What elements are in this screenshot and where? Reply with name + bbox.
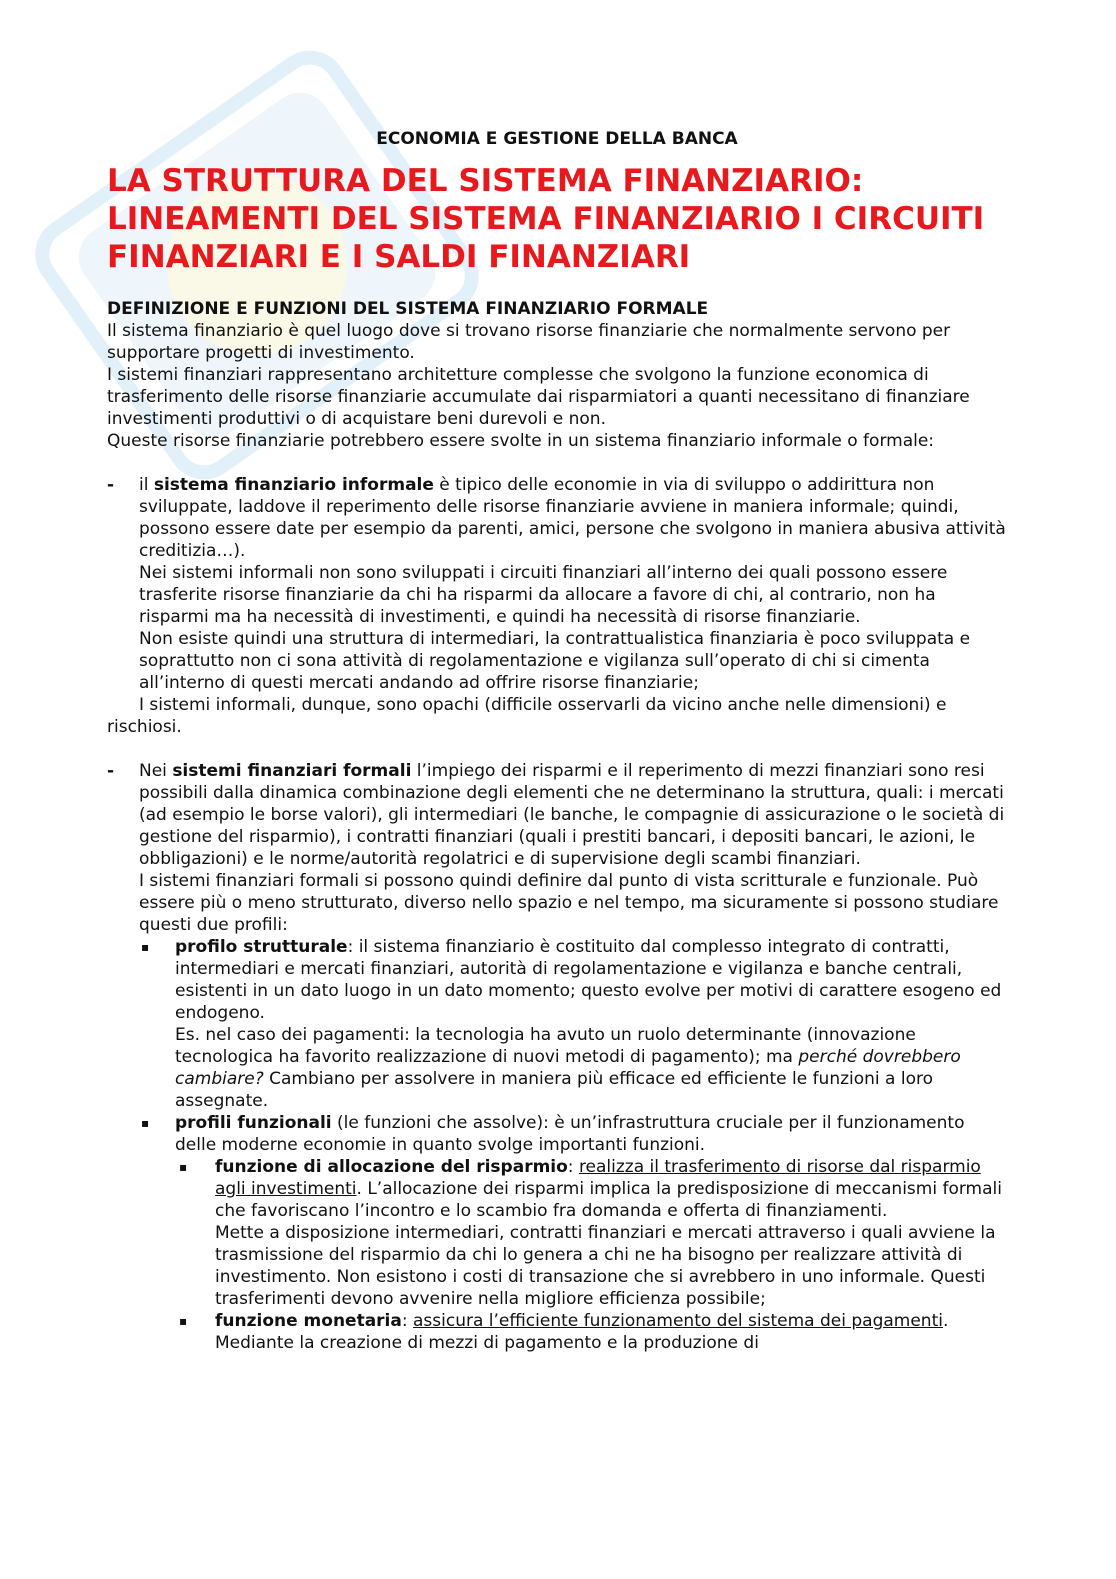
term-profili-funzionali: profili funzionali	[175, 1113, 332, 1133]
square-bullet-icon: ▪	[141, 940, 150, 954]
intro-paragraph-2: I sistemi finanziari rappresentano architetture complesse che svolgono la funzione economica di trasferimento delle risorse finanziarie accumulate dai risparmiatori a quanti necessitano di finanziare investimenti produttivi o di acquistare beni durevoli e non.	[107, 365, 970, 429]
list-item-profili-funzionali: ▪ profili funzionali (le funzioni che assolve): è un’infrastruttura cruciale per il funzionamento delle moderne economie in quanto svolge importanti funzioni.	[141, 1113, 965, 1155]
intro-paragraph-3: Queste risorse finanziarie potrebbero essere svolte in un sistema finanziario informale o formale:	[107, 431, 935, 451]
term-formale: sistemi finanziari formali	[172, 761, 412, 781]
term-funzione-monetaria: funzione monetaria	[215, 1311, 402, 1331]
formale-paragraph-2: I sistemi finanziari formali si possono quindi definire dal punto di vista scritturale e funzionale. Può essere più o meno strutturato, diverso nello spazio e nel tempo, ma sicuramente si possono studiare questi due profili:	[139, 871, 999, 935]
list-item-formale: - Nei sistemi finanziari formali l’impiego dei risparmi e il reperimento di mezzi finanziari sono resi possibili dalla dinamica combinazione degli elementi che ne determinano la struttura, quali: i mercati (ad esempio le borse valori), gli intermediari (le banche, le compagnie di assicurazione o le società di gestione del risparmio), i contratti finanziari (quali i prestiti bancari, i depositi bancari, le azioni, le obbligazioni) e le norme/autorità regolatrici e di supervisione degli scambi finanziari. I sistemi finanziari formali si possono quindi definire dal punto di vista scritturale e funzionale. Può essere più o meno strutturato, diverso nello spazio e nel tempo, ma sicuramente si possono studiare questi due profili:	[107, 760, 1007, 936]
square-bullet-icon: ▪	[179, 1160, 188, 1174]
list-item-profilo-strutturale: ▪ profilo strutturale: il sistema finanziario è costituito dal complesso integrato di contratti, intermediari e mercati finanziari, autorità di regolamentazione e vigilanza e banche centrali, esistenti in un dato luogo in un dato momento; questo evolve per motivi di carattere esogeno ed endogeno. Es. nel caso dei pagamenti: la tecnologia ha avuto un ruolo determinante (innovazione tecnologica ha favorito realizzazione di nuovi metodi di pagamento); ma perché dovrebbero cambiare? Cambiano per assolvere in maniera più efficace ed efficiente le funzioni a loro assegnate.	[141, 937, 1002, 1111]
list-item-funzione-monetaria: ▪ funzione monetaria: assicura l’efficiente funzionamento del sistema dei pagamenti. Mediante la creazione di mezzi di pagamento e la produzione di	[179, 1311, 949, 1353]
document-header: ECONOMIA E GESTIONE DELLA BANCA	[376, 129, 738, 149]
informale-paragraph-3: Non esiste quindi una struttura di intermediari, la contrattualistica finanziaria è poco sviluppata e soprattutto non ci sona attività di regolamentazione e vigilanza sull’operato di chi si cimenta all’interno di questi mercati andando ad offrire risorse finanziarie;	[139, 629, 971, 693]
term-informale: sistema finanziario informale	[153, 475, 434, 495]
intro-paragraph-1: Il sistema finanziario è quel luogo dove si trovano risorse finanziarie che normalmente servono per supportare progetti di investimento.	[107, 321, 951, 363]
document-title: LA STRUTTURA DEL SISTEMA FINANZIARIO: LINEAMENTI DEL SISTEMA FINANZIARIO I CIRCUITI FINANZIARI E I SALDI FINANZIARI	[107, 163, 985, 275]
term-funzione-allocazione: funzione di allocazione del risparmio	[215, 1157, 568, 1177]
section-heading: DEFINIZIONE E FUNZIONI DEL SISTEMA FINANZIARIO FORMALE	[107, 299, 709, 319]
informale-paragraph-4: I sistemi informali, dunque, sono opachi (difficile osservarli da vicino anche nelle dimensioni) e rischiosi.	[107, 695, 947, 737]
dash-bullet: -	[107, 475, 115, 495]
funzione-allocazione-paragraph-2: Mette a disposizione intermediari, contratti finanziari e mercati attraverso i quali avviene la trasmissione del risparmio da chi lo genera a chi ne ha bisogno per realizzare attività di investimento. Non esistono i costi di transazione che si avrebbero in uno informale. Questi trasferimenti devono avvenire nella migliore efficienza possibile;	[215, 1223, 996, 1309]
square-bullet-icon: ▪	[141, 1116, 150, 1130]
square-bullet-icon: ▪	[179, 1314, 188, 1328]
informale-paragraph-2: Nei sistemi informali non sono sviluppati i circuiti finanziari all’interno dei quali possono essere trasferite risorse finanziarie da chi ha risparmi da allocare a favore di chi, al contrario, non ha risparmi ma ha necessità di investimenti, e quindi ha necessità di risorse finanziarie.	[139, 563, 948, 627]
dash-bullet: -	[107, 761, 115, 781]
list-item-funzione-allocazione: ▪ funzione di allocazione del risparmio: realizza il trasferimento di risorse dal risparmio agli investimenti. L’allocazione dei risparmi implica la predisposizione di meccanismi formali che favoriscano l’incontro e lo scambio fra domanda e offerta di finanziamenti. Mette a disposizione intermediari, contratti finanziari e mercati attraverso i quali avviene la trasmissione del risparmio da chi lo genera a chi ne ha bisogno per realizzare attività di investimento. Non esistono i costi di transazione che si avrebbero in uno informale. Questi trasferimenti devono avvenire nella migliore efficienza possibile;	[107, 1156, 1007, 1310]
term-profilo-strutturale: profilo strutturale	[175, 937, 348, 957]
document-page	[107, 128, 1007, 1354]
list-item-informale: - il sistema finanziario informale è tipico delle economie in via di sviluppo o addirittura non sviluppate, laddove il reperimento delle risorse finanziarie avviene in maniera informale; quindi, possono essere date per esempio da parenti, amici, persone che svolgono in maniera abusiva attività creditizia…). Nei sistemi informali non sono sviluppati i circuiti finanziari all’interno dei quali possono essere trasferite risorse finanziarie da chi ha risparmi da allocare a favore di chi, al contrario, non ha risparmi ma ha necessità di investimenti, e quindi ha necessità di risorse finanziarie. Non esiste quindi una struttura di intermediari, la contrattualistica finanziaria è poco sviluppata e soprattutto non ci sona attività di regolamentazione e vigilanza sull’operato di chi si cimenta all’interno di questi mercati andando ad offrire risorse finanziarie; I sistemi informali, dunque, sono opachi (difficile osservarli da vicino anche nelle dimensioni) e rischiosi.	[107, 475, 1006, 737]
